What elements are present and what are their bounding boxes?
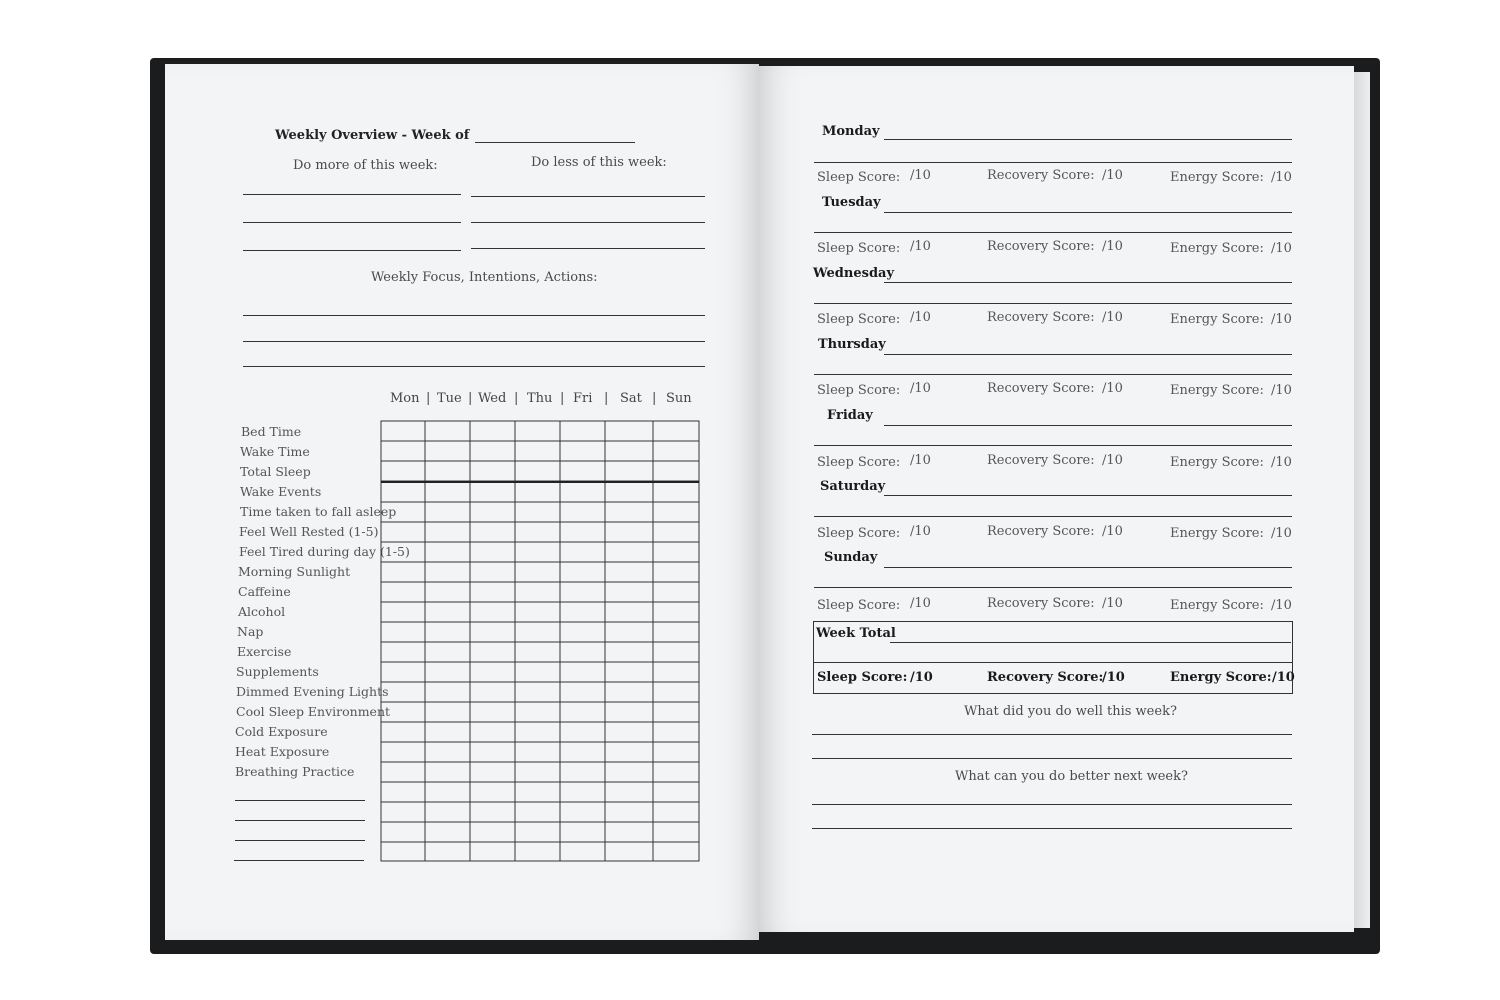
day-line bbox=[884, 495, 1292, 496]
day-header-thu: Thu bbox=[527, 391, 553, 406]
sleep-score-label: Sleep Score: bbox=[817, 241, 901, 256]
day-header-fri: Fri bbox=[573, 391, 593, 406]
recovery-score-label: Recovery Score: bbox=[987, 168, 1095, 183]
weekly-focus-label: Weekly Focus, Intentions, Actions: bbox=[371, 270, 598, 285]
do-less-line-2 bbox=[471, 222, 705, 223]
extra-label-line bbox=[234, 860, 364, 861]
do-more-line-3 bbox=[243, 250, 461, 251]
recovery-score-label: Recovery Score: bbox=[987, 239, 1095, 254]
left-page bbox=[165, 64, 759, 940]
total-recovery-score-label: Recovery Score: bbox=[987, 670, 1104, 685]
day-label-monday: Monday bbox=[822, 124, 880, 139]
do-more-label: Do more of this week: bbox=[293, 158, 438, 173]
right-page bbox=[758, 66, 1354, 932]
sleep-score-label: Sleep Score: bbox=[817, 526, 901, 541]
week-total-line bbox=[890, 642, 1291, 643]
energy-score-label: Energy Score: bbox=[1170, 455, 1264, 470]
out-of-ten: /10 bbox=[1271, 312, 1292, 327]
row-label: Dimmed Evening Lights bbox=[236, 684, 389, 699]
day-line bbox=[814, 162, 1292, 163]
row-label: Caffeine bbox=[238, 584, 291, 599]
day-line bbox=[814, 445, 1292, 446]
out-of-ten: /10 bbox=[1272, 670, 1295, 685]
do-more-line-2 bbox=[243, 222, 461, 223]
day-line bbox=[814, 303, 1292, 304]
out-of-ten: /10 bbox=[1102, 239, 1123, 254]
total-sleep-score-label: Sleep Score: bbox=[817, 670, 908, 685]
out-of-ten: /10 bbox=[910, 168, 931, 183]
out-of-ten: /10 bbox=[910, 239, 931, 254]
day-separator: | bbox=[468, 391, 473, 406]
page-edges bbox=[1354, 72, 1370, 928]
week-of-line bbox=[475, 142, 635, 143]
day-header-wed: Wed bbox=[478, 391, 507, 406]
energy-score-label: Energy Score: bbox=[1170, 170, 1264, 185]
row-label: Cold Exposure bbox=[235, 724, 328, 739]
focus-line-1 bbox=[243, 315, 705, 316]
out-of-ten: /10 bbox=[910, 381, 931, 396]
row-label: Feel Well Rested (1-5) bbox=[239, 524, 379, 539]
recovery-score-label: Recovery Score: bbox=[987, 596, 1095, 611]
question-do-better: What can you do better next week? bbox=[955, 769, 1188, 784]
sleep-score-label: Sleep Score: bbox=[817, 312, 901, 327]
row-label: Alcohol bbox=[238, 604, 286, 619]
day-header-sat: Sat bbox=[620, 391, 642, 406]
row-label: Supplements bbox=[236, 664, 319, 679]
out-of-ten: /10 bbox=[1271, 170, 1292, 185]
day-line bbox=[884, 567, 1292, 568]
day-label-thursday: Thursday bbox=[818, 337, 886, 352]
focus-line-2 bbox=[243, 341, 705, 342]
day-line bbox=[884, 425, 1292, 426]
day-separator: | bbox=[560, 391, 565, 406]
out-of-ten: /10 bbox=[1271, 526, 1292, 541]
row-label: Bed Time bbox=[241, 424, 302, 439]
out-of-ten: /10 bbox=[1102, 310, 1123, 325]
day-header-tue: Tue bbox=[437, 391, 462, 406]
out-of-ten: /10 bbox=[910, 596, 931, 611]
answer-line bbox=[812, 758, 1292, 759]
energy-score-label: Energy Score: bbox=[1170, 598, 1264, 613]
out-of-ten: /10 bbox=[1271, 383, 1292, 398]
row-label: Breathing Practice bbox=[235, 764, 355, 779]
day-separator: | bbox=[652, 391, 657, 406]
extra-label-line bbox=[235, 820, 365, 821]
total-energy-score-label: Energy Score: bbox=[1170, 670, 1272, 685]
sleep-score-label: Sleep Score: bbox=[817, 598, 901, 613]
row-label: Total Sleep bbox=[240, 464, 311, 479]
recovery-score-label: Recovery Score: bbox=[987, 381, 1095, 396]
recovery-score-label: Recovery Score: bbox=[987, 310, 1095, 325]
row-label: Cool Sleep Environment bbox=[236, 704, 391, 719]
recovery-score-label: Recovery Score: bbox=[987, 524, 1095, 539]
sleep-score-label: Sleep Score: bbox=[817, 170, 901, 185]
row-label: Wake Time bbox=[240, 444, 310, 459]
day-line bbox=[814, 516, 1292, 517]
day-label-tuesday: Tuesday bbox=[822, 195, 881, 210]
out-of-ten: /10 bbox=[1271, 241, 1292, 256]
day-label-wednesday: Wednesday bbox=[813, 266, 895, 281]
sleep-score-label: Sleep Score: bbox=[817, 455, 901, 470]
out-of-ten: /10 bbox=[1102, 453, 1123, 468]
day-line bbox=[884, 139, 1292, 140]
out-of-ten: /10 bbox=[1271, 598, 1292, 613]
row-label: Feel Tired during day (1-5) bbox=[239, 544, 410, 559]
extra-label-line bbox=[235, 840, 365, 841]
day-line bbox=[884, 212, 1292, 213]
out-of-ten: /10 bbox=[1102, 670, 1125, 685]
recovery-score-label: Recovery Score: bbox=[987, 453, 1095, 468]
day-label-friday: Friday bbox=[827, 408, 873, 423]
week-total-label: Week Total bbox=[816, 626, 896, 641]
tracker-grid bbox=[375, 416, 705, 864]
week-total-divider bbox=[813, 662, 1292, 663]
answer-line bbox=[812, 828, 1292, 829]
out-of-ten: /10 bbox=[910, 524, 931, 539]
day-line bbox=[884, 282, 1292, 283]
focus-line-3 bbox=[243, 366, 705, 367]
day-separator: | bbox=[426, 391, 431, 406]
row-label: Exercise bbox=[237, 644, 292, 659]
row-label: Wake Events bbox=[240, 484, 322, 499]
row-label: Heat Exposure bbox=[235, 744, 330, 759]
row-label: Time taken to fall asleep bbox=[240, 504, 397, 519]
out-of-ten: /10 bbox=[1271, 455, 1292, 470]
day-line bbox=[814, 587, 1292, 588]
out-of-ten: /10 bbox=[1102, 381, 1123, 396]
answer-line bbox=[812, 804, 1292, 805]
energy-score-label: Energy Score: bbox=[1170, 241, 1264, 256]
energy-score-label: Energy Score: bbox=[1170, 312, 1264, 327]
day-line bbox=[884, 354, 1292, 355]
day-label-saturday: Saturday bbox=[820, 479, 886, 494]
energy-score-label: Energy Score: bbox=[1170, 383, 1264, 398]
day-label-sunday: Sunday bbox=[824, 550, 878, 565]
do-less-label: Do less of this week: bbox=[531, 155, 667, 170]
out-of-ten: /10 bbox=[1102, 168, 1123, 183]
energy-score-label: Energy Score: bbox=[1170, 526, 1264, 541]
row-label: Nap bbox=[237, 624, 264, 639]
day-separator: | bbox=[604, 391, 609, 406]
day-line bbox=[814, 232, 1292, 233]
day-line bbox=[814, 374, 1292, 375]
row-label: Morning Sunlight bbox=[238, 564, 351, 579]
extra-label-line bbox=[235, 800, 365, 801]
sleep-score-label: Sleep Score: bbox=[817, 383, 901, 398]
do-more-line-1 bbox=[243, 194, 461, 195]
do-less-line-1 bbox=[471, 196, 705, 197]
out-of-ten: /10 bbox=[1102, 524, 1123, 539]
day-separator: | bbox=[514, 391, 519, 406]
day-header-sun: Sun bbox=[666, 391, 692, 406]
weekly-overview-title: Weekly Overview - Week of bbox=[275, 128, 470, 143]
question-did-well: What did you do well this week? bbox=[964, 704, 1177, 719]
out-of-ten: /10 bbox=[910, 670, 933, 685]
answer-line bbox=[812, 734, 1292, 735]
day-header-mon: Mon bbox=[390, 391, 420, 406]
out-of-ten: /10 bbox=[910, 310, 931, 325]
out-of-ten: /10 bbox=[910, 453, 931, 468]
out-of-ten: /10 bbox=[1102, 596, 1123, 611]
do-less-line-3 bbox=[471, 248, 705, 249]
